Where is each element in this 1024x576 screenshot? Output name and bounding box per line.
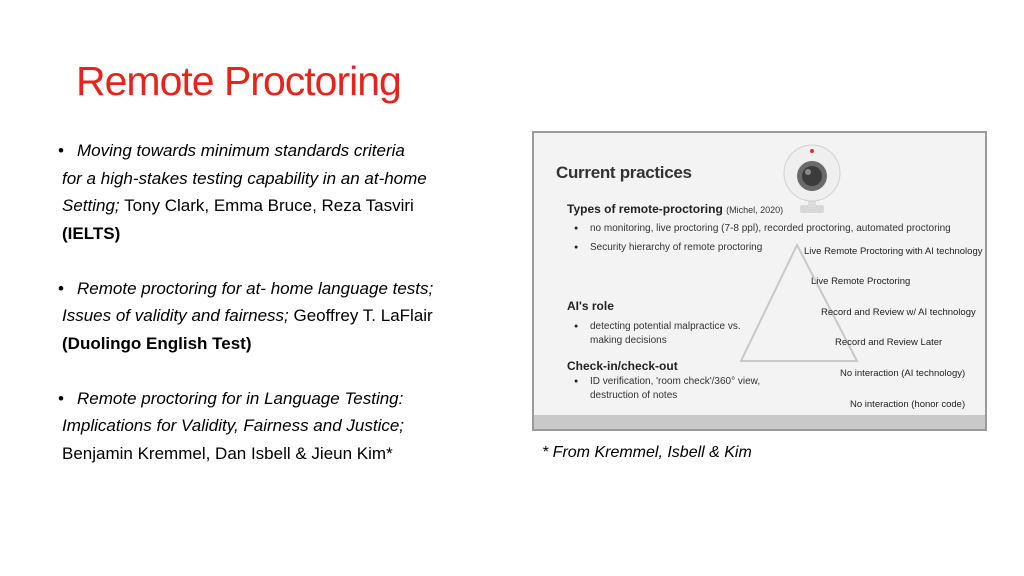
- figure-caption: * From Kremmel, Isbell & Kim: [542, 444, 752, 461]
- bullet-dot-icon: •: [58, 141, 64, 160]
- hierarchy-label: No interaction (honor code): [850, 399, 966, 410]
- current-practices-figure: [532, 131, 987, 431]
- bullet-text: Issues of validity and fairness;: [62, 306, 289, 325]
- bullet-text: (Duolingo English Test): [62, 333, 252, 353]
- bullet-list: [58, 137, 498, 495]
- section-heading: AI's role: [567, 299, 614, 313]
- bullet-line: [58, 385, 498, 413]
- figure-title: Current practices: [556, 163, 692, 182]
- figure-bullet: ● ID verification, 'room check'/360° view, destruction of notes: [590, 375, 780, 403]
- section-heading: Check-in/check-out: [567, 359, 678, 373]
- figure-bullet: ● detecting potential malpractice vs. making decisions: [590, 320, 750, 348]
- figure-bullet: ● Security hierarchy of remote proctoring: [590, 241, 780, 255]
- bullet-line: [58, 192, 498, 220]
- slide-title: Remote Proctoring: [76, 58, 401, 104]
- hierarchy-label: No interaction (AI technology): [840, 368, 966, 379]
- figure-bottom-bar: [534, 415, 985, 429]
- section-heading: Types of remote-proctoring (Michel, 2020): [567, 202, 784, 216]
- bullet-line: [58, 137, 498, 165]
- bullet-text: Remote proctoring for at- home language tests;: [77, 278, 434, 298]
- bullet-line: [58, 302, 498, 330]
- figure-bullet: ● no monitoring, live proctoring (7-8 ppl), recorded proctoring, automated proctoring: [590, 222, 970, 236]
- bullet-line: [58, 165, 498, 193]
- bullet-line: [58, 275, 498, 303]
- bullet-text: Tony Clark, Emma Bruce, Reza Tasviri: [119, 196, 414, 215]
- bullet-line: [58, 220, 498, 248]
- bullet-text: Geoffrey T. LaFlair: [288, 306, 433, 325]
- hierarchy-label: Live Remote Proctoring: [811, 276, 911, 287]
- bullet-dot-icon: •: [58, 278, 64, 298]
- bullet-item: [58, 137, 498, 247]
- bullet-dot-icon: •: [58, 388, 64, 408]
- bullet-line: [58, 330, 498, 358]
- bullet-text: Setting;: [62, 196, 120, 215]
- bullet-line: [58, 412, 498, 440]
- bullet-text: (IELTS): [62, 223, 121, 243]
- hierarchy-label: Live Remote Proctoring with AI technology: [804, 246, 983, 257]
- hierarchy-label: Record and Review w/ AI technology: [821, 307, 976, 318]
- bullet-text: Benjamin Kremmel, Dan Isbell & Jieun Kim*: [62, 443, 393, 463]
- bullet-text: Implications for Validity, Fairness and Justice;: [62, 416, 405, 435]
- hierarchy-label: Record and Review Later: [835, 337, 943, 348]
- bullet-text: for a high-stakes testing capability in an at-home: [62, 168, 427, 188]
- bullet-item: [58, 385, 498, 468]
- bullet-text: Remote proctoring for in Language Testing:: [77, 388, 404, 408]
- bullet-item: [58, 275, 498, 358]
- bullet-text: Moving towards minimum standards criteria: [77, 141, 405, 160]
- bullet-line: [58, 440, 498, 468]
